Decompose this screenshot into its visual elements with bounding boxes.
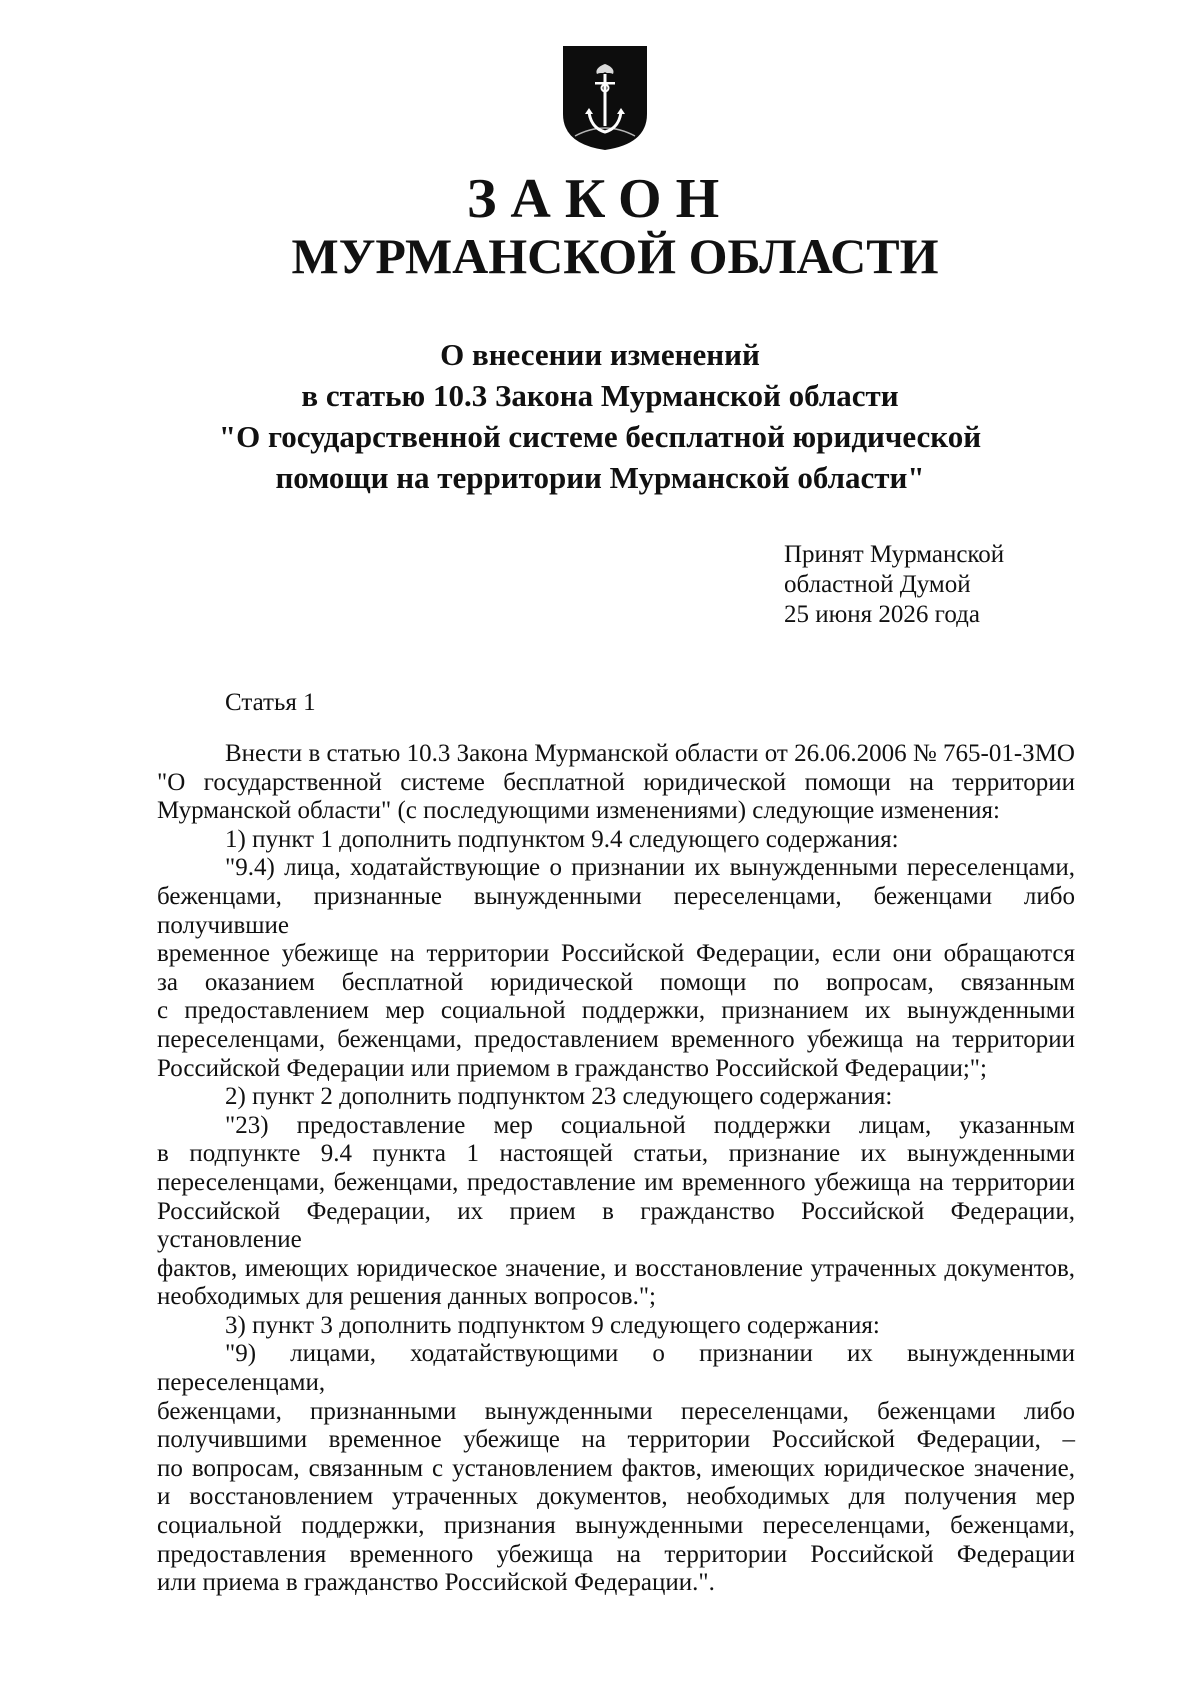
body-line: или приема в гражданство Российской Федерации.". [157,1569,715,1597]
body-line: Мурманской области" (с последующими изменениями) следующие изменения: [157,797,1000,825]
body-line: за оказанием бесплатной юридической помощи по вопросам, связанным [157,968,1075,996]
subject-line: О внесении изменений [440,337,760,372]
body-line: "9) лицами, ходатайствующими о признании их вынужденными переселенцами, [157,1340,1075,1397]
body-line: беженцами, признанными вынужденными переселенцами, беженцами либо [157,1397,1075,1425]
body-line: переселенцами, беженцами, предоставление им временного убежища на территории [157,1168,1075,1196]
body-line: по вопросам, связанным с установлением фактов, имеющих юридическое значение, [157,1454,1075,1482]
body-line: Российской Федерации или приемом в гражданство Российской Федерации;"; [157,1054,987,1082]
body-line: с предоставлением мер социальной поддержки, признанием их вынужденными [157,997,1075,1025]
law-title: ЗАКОН [466,168,734,230]
body-line: Внести в статью 10.3 Закона Мурманской области от 26.06.2006 № 765-01-ЗМО [225,740,1075,767]
adoption-line: областной Думой [784,571,971,598]
law-subject-heading [0,334,1200,498]
article-heading: Статья 1 [225,689,316,716]
body-line: "О государственной системе бесплатной юридической помощи на территории [157,768,1075,796]
subject-line: "О государственной системе бесплатной юридической [218,419,982,454]
body-line: 1) пункт 1 дополнить подпунктом 9.4 следующего содержания: [225,825,899,853]
body-line: Российской Федерации, их прием в гражданство Российской Федерации, установление [157,1197,1075,1254]
subject-line: помощи на территории Мурманской области" [275,460,925,495]
body-line: фактов, имеющих юридическое значение, и восстановление утраченных документов, [157,1254,1075,1282]
adoption-note [784,540,1004,630]
murmansk-coat-of-arms-icon [561,44,649,152]
law-region-title: МУРМАНСКОЙ ОБЛАСТИ [291,228,939,284]
body-line: в подпункте 9.4 пункта 1 настоящей статьи, признание их вынужденными [157,1140,1075,1168]
body-line: 2) пункт 2 дополнить подпунктом 23 следующего содержания: [225,1083,893,1111]
body-line: предоставления временного убежища на территории Российской Федерации [157,1540,1075,1568]
body-line: получившими временное убежище на территории Российской Федерации, – [157,1426,1075,1454]
body-line: и восстановлением утраченных документов, необходимых для получения мер [157,1483,1075,1511]
subject-line: в статью 10.3 Закона Мурманской области [301,378,899,413]
body-line: 3) пункт 3 дополнить подпунктом 9 следующего содержания: [225,1311,880,1339]
body-line: социальной поддержки, признания вынужденными переселенцами, беженцами, [157,1512,1075,1540]
body-line: переселенцами, беженцами, предоставлением временного убежища на территории [157,1025,1075,1053]
body-line: необходимых для решения данных вопросов."; [157,1283,656,1311]
body-line: "9.4) лица, ходатайствующие о признании их вынужденными переселенцами, [225,854,1075,882]
adoption-date: 25 июня 2026 года [784,601,980,628]
adoption-line: Принят Мурманской [784,541,1005,568]
body-line: временное убежище на территории Российской Федерации, если они обращаются [157,940,1075,968]
body-line: "23) предоставление мер социальной поддержки лицам, указанным [225,1111,1075,1139]
article-body [157,740,1075,1598]
body-line: беженцами, признанные вынужденными переселенцами, беженцами либо получившие [157,882,1075,939]
